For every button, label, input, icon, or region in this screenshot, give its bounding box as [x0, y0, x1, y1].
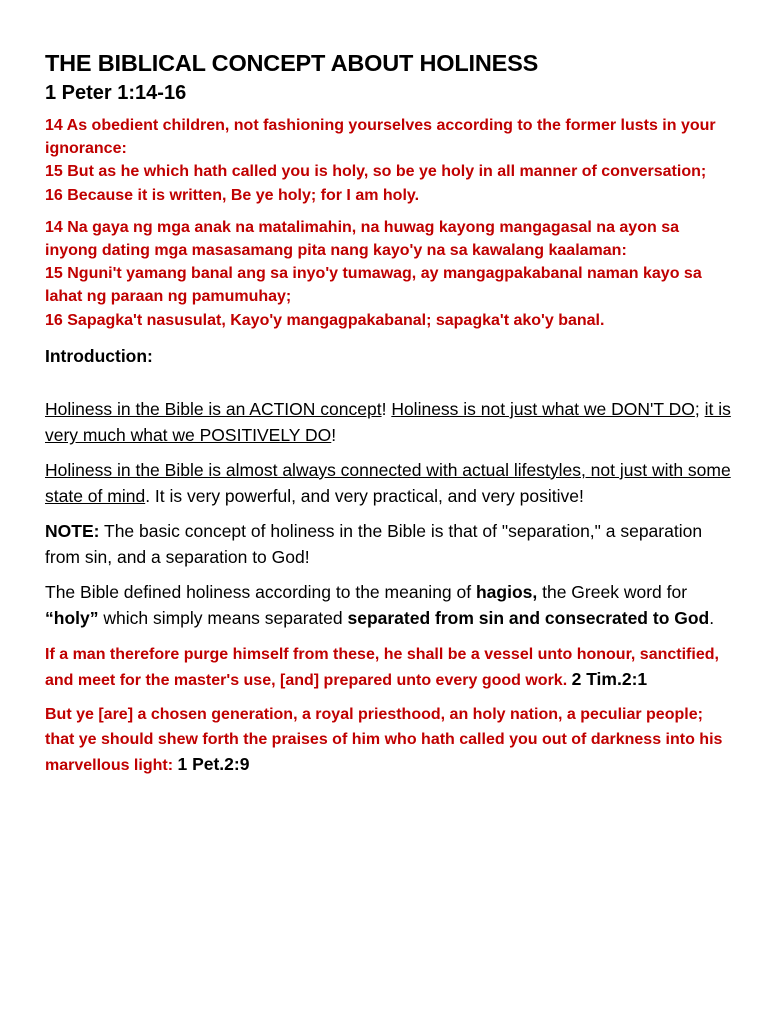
text-run: which simply means separated	[98, 608, 348, 629]
text-run: The basic concept of holiness in the Bible is that of "separation," a separation from sin, and a separation to God!	[45, 520, 703, 568]
text-run: the Greek word for	[537, 581, 688, 602]
verse-line: 16 Sapagka't nasusulat, Kayo'y mangagpakabanal; sapagka't ako'y banal.	[45, 311, 605, 329]
text-run: !	[381, 398, 387, 419]
quote-citation: 1 Pet.2:9	[177, 753, 250, 774]
underlined-text: Holiness is not just what we DON'T DO	[391, 398, 695, 419]
verse-line: 16 Because it is written, Be ye holy; for I am holy.	[45, 186, 420, 204]
bold-term: separated from sin and consecrated to God	[347, 608, 710, 629]
text-run: !	[331, 425, 337, 446]
paragraph-hagios	[45, 579, 735, 632]
document-page	[45, 48, 735, 778]
note-label: NOTE:	[45, 520, 100, 541]
verses-english	[45, 114, 735, 207]
paragraph-action-concept	[45, 396, 735, 449]
verses-tagalog	[45, 216, 735, 332]
scripture-quote-1-peter	[45, 702, 735, 778]
quote-citation: 2 Tim.2:1	[571, 668, 648, 689]
text-run: .	[709, 608, 715, 629]
verse-line: 15 Nguni't yamang banal ang sa inyo'y tumawag, ay mangagpakabanal naman kayo sa lahat ng paraan ng pamumuhay;	[45, 265, 702, 306]
underlined-text: very much what we POSITIVELY DO	[45, 425, 332, 446]
scripture-reference: 1 Peter 1:14-16	[45, 82, 187, 104]
underlined-text: Holiness in the Bible is almost always connected with actual lifestyles, not just with some state of mind	[45, 459, 731, 507]
introduction-heading: Introduction:	[45, 345, 153, 366]
underlined-text: Holiness in the Bible is an ACTION concept	[45, 398, 382, 419]
bold-term: hagios,	[475, 581, 538, 602]
quote-text: But ye [are] a chosen generation, a royal priesthood, an holy nation, a peculiar people; that ye should shew forth the praises of him who hath called you out of darkness into his marvellous light:	[45, 705, 723, 774]
bold-term: “holy”	[45, 608, 99, 629]
verse-line: 14 Na gaya ng mga anak na matalimahin, na huwag kayong mangagasal na ayon sa inyong dating mga masasamang pita nang kayo'y na sa kawalang kaalaman:	[45, 218, 679, 260]
quote-text: If a man therefore purge himself from these, he shall be a vessel unto honour, sanctified, and meet for the master's use, [and] prepared unto every good work.	[45, 645, 719, 689]
text-run: The Bible defined holiness according to the meaning of	[45, 581, 476, 602]
verse-line: 15 But as he which hath called you is holy, so be ye holy in all manner of conversation;	[45, 163, 707, 181]
scripture-quote-2-timothy	[45, 642, 735, 693]
text-run: ;	[694, 398, 705, 419]
document-title: THE BIBLICAL CONCEPT ABOUT HOLINESS	[45, 50, 539, 76]
text-run: . It is very powerful, and very practical, and very positive!	[145, 486, 584, 507]
verse-line: 14 As obedient children, not fashioning yourselves according to the former lusts in your ignorance:	[45, 117, 716, 158]
paragraph-lifestyles	[45, 457, 735, 510]
paragraph-note	[45, 518, 735, 571]
underlined-text: it is	[704, 398, 731, 419]
